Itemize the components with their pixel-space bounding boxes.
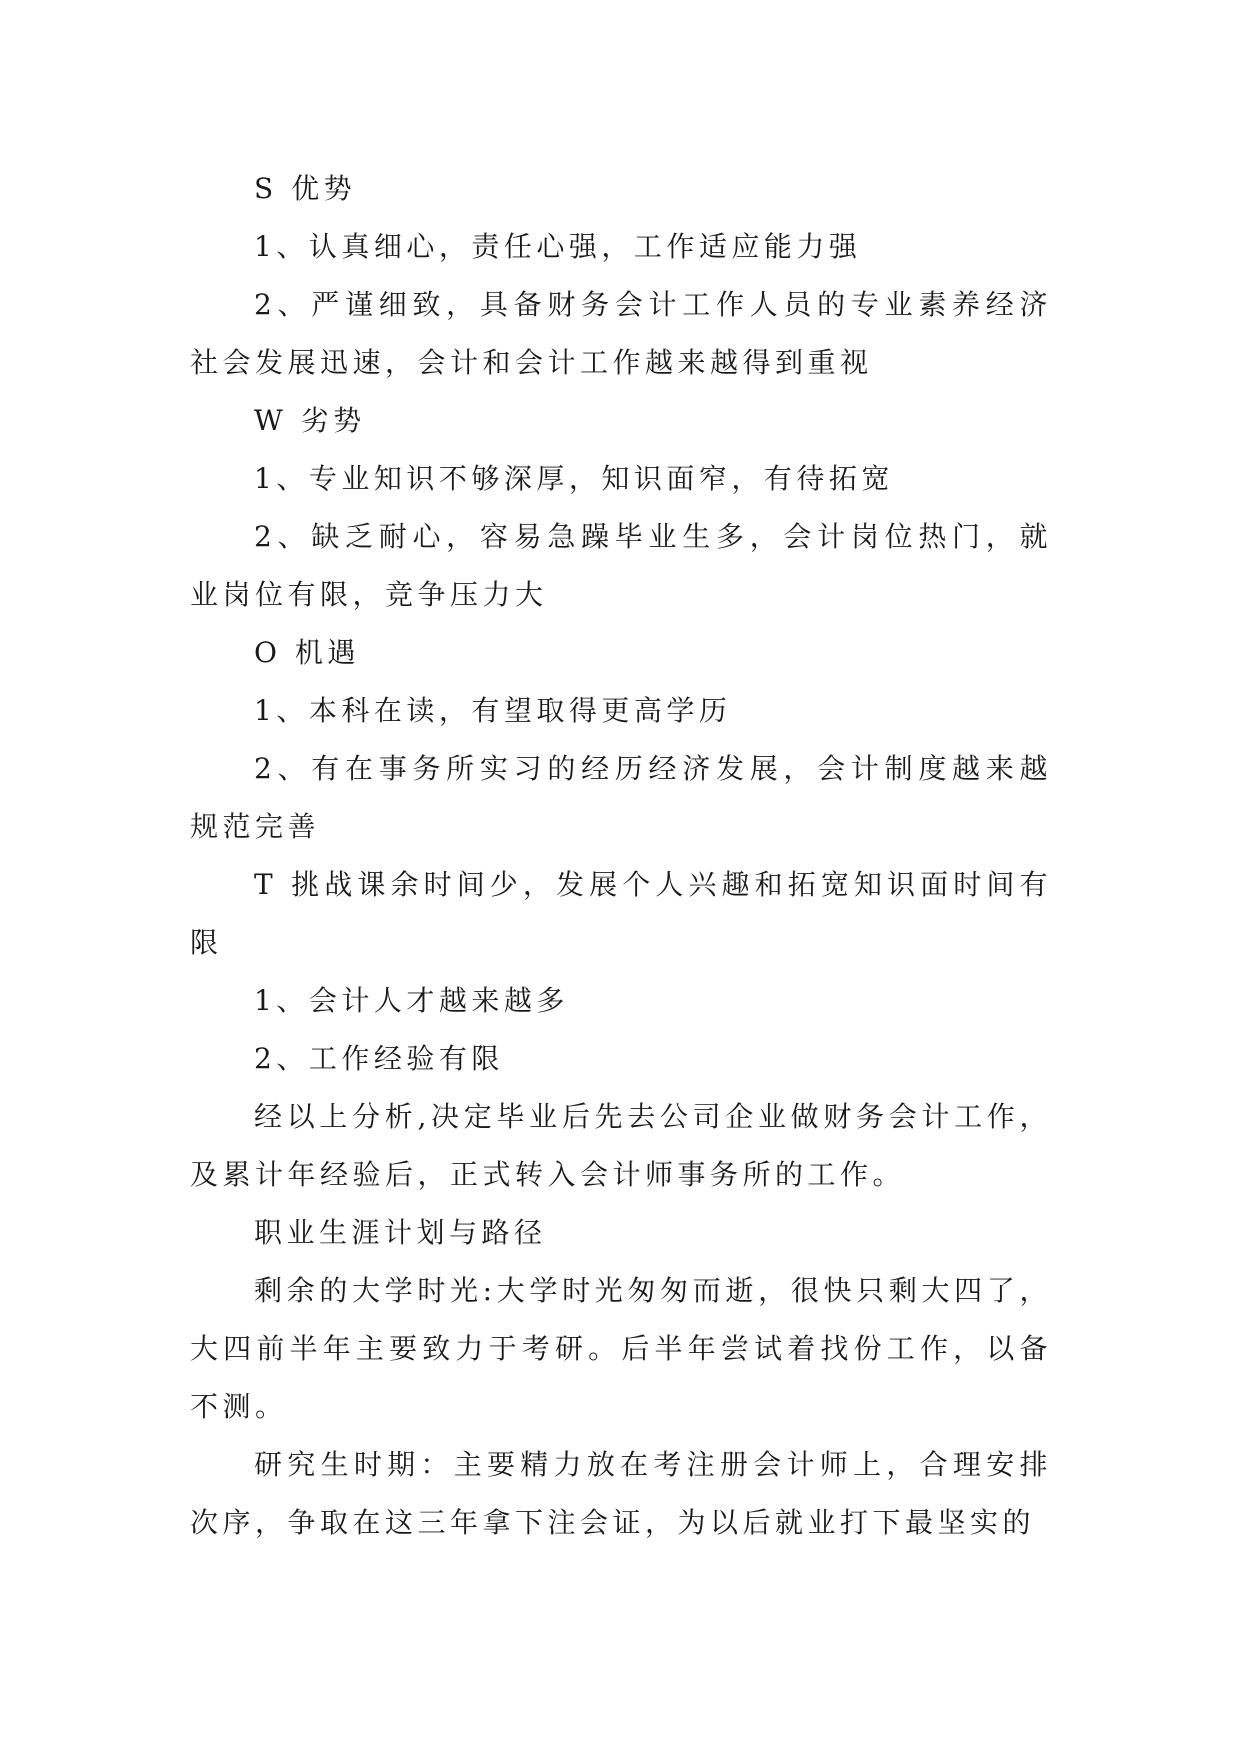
document-body — [190, 160, 1052, 1552]
heading-opportunities: O 机遇 — [254, 636, 360, 669]
strength-item-1: 1、认真细心，责任心强，工作适应能力强 — [254, 230, 862, 263]
heading-weaknesses: W 劣势 — [254, 404, 366, 437]
opportunity-item-2: 2、有在事务所实习的经历经济发展，会计制度越来越规范完善 — [190, 752, 1052, 843]
weakness-item-1: 1、专业知识不够深厚，知识面窄，有待拓宽 — [254, 462, 894, 495]
section-heading-career-plan: 职业生涯计划与路径 — [254, 1216, 547, 1249]
heading-threats: T 挑战课余时间少，发展个人兴趣和拓宽知识面时间有限 — [190, 868, 1052, 959]
plan-remaining-college: 剩余的大学时光:大学时光匆匆而逝，很快只剩大四了，大四前半年主要致力于考研。后半年尝试着找份工作，以备不测。 — [190, 1274, 1052, 1423]
weakness-item-2: 2、缺乏耐心，容易急躁毕业生多，会计岗位热门，就业岗位有限，竞争压力大 — [190, 520, 1052, 611]
threat-item-1: 1、会计人才越来越多 — [254, 984, 569, 1017]
plan-graduate-period: 研究生时期：主要精力放在考注册会计师上，合理安排次序，争取在这三年拿下注会证，为以后就业打下最坚实的 — [190, 1448, 1052, 1539]
heading-strengths: S 优势 — [254, 172, 357, 205]
strength-item-2: 2、严谨细致，具备财务会计工作人员的专业素养经济社会发展迅速，会计和会计工作越来越得到重视 — [190, 288, 1052, 379]
analysis-conclusion: 经以上分析,决定毕业后先去公司企业做财务会计工作，及累计年经验后，正式转入会计师事务所的工作。 — [190, 1100, 1052, 1191]
opportunity-item-1: 1、本科在读，有望取得更高学历 — [254, 694, 732, 727]
threat-item-2: 2、工作经验有限 — [254, 1042, 504, 1075]
